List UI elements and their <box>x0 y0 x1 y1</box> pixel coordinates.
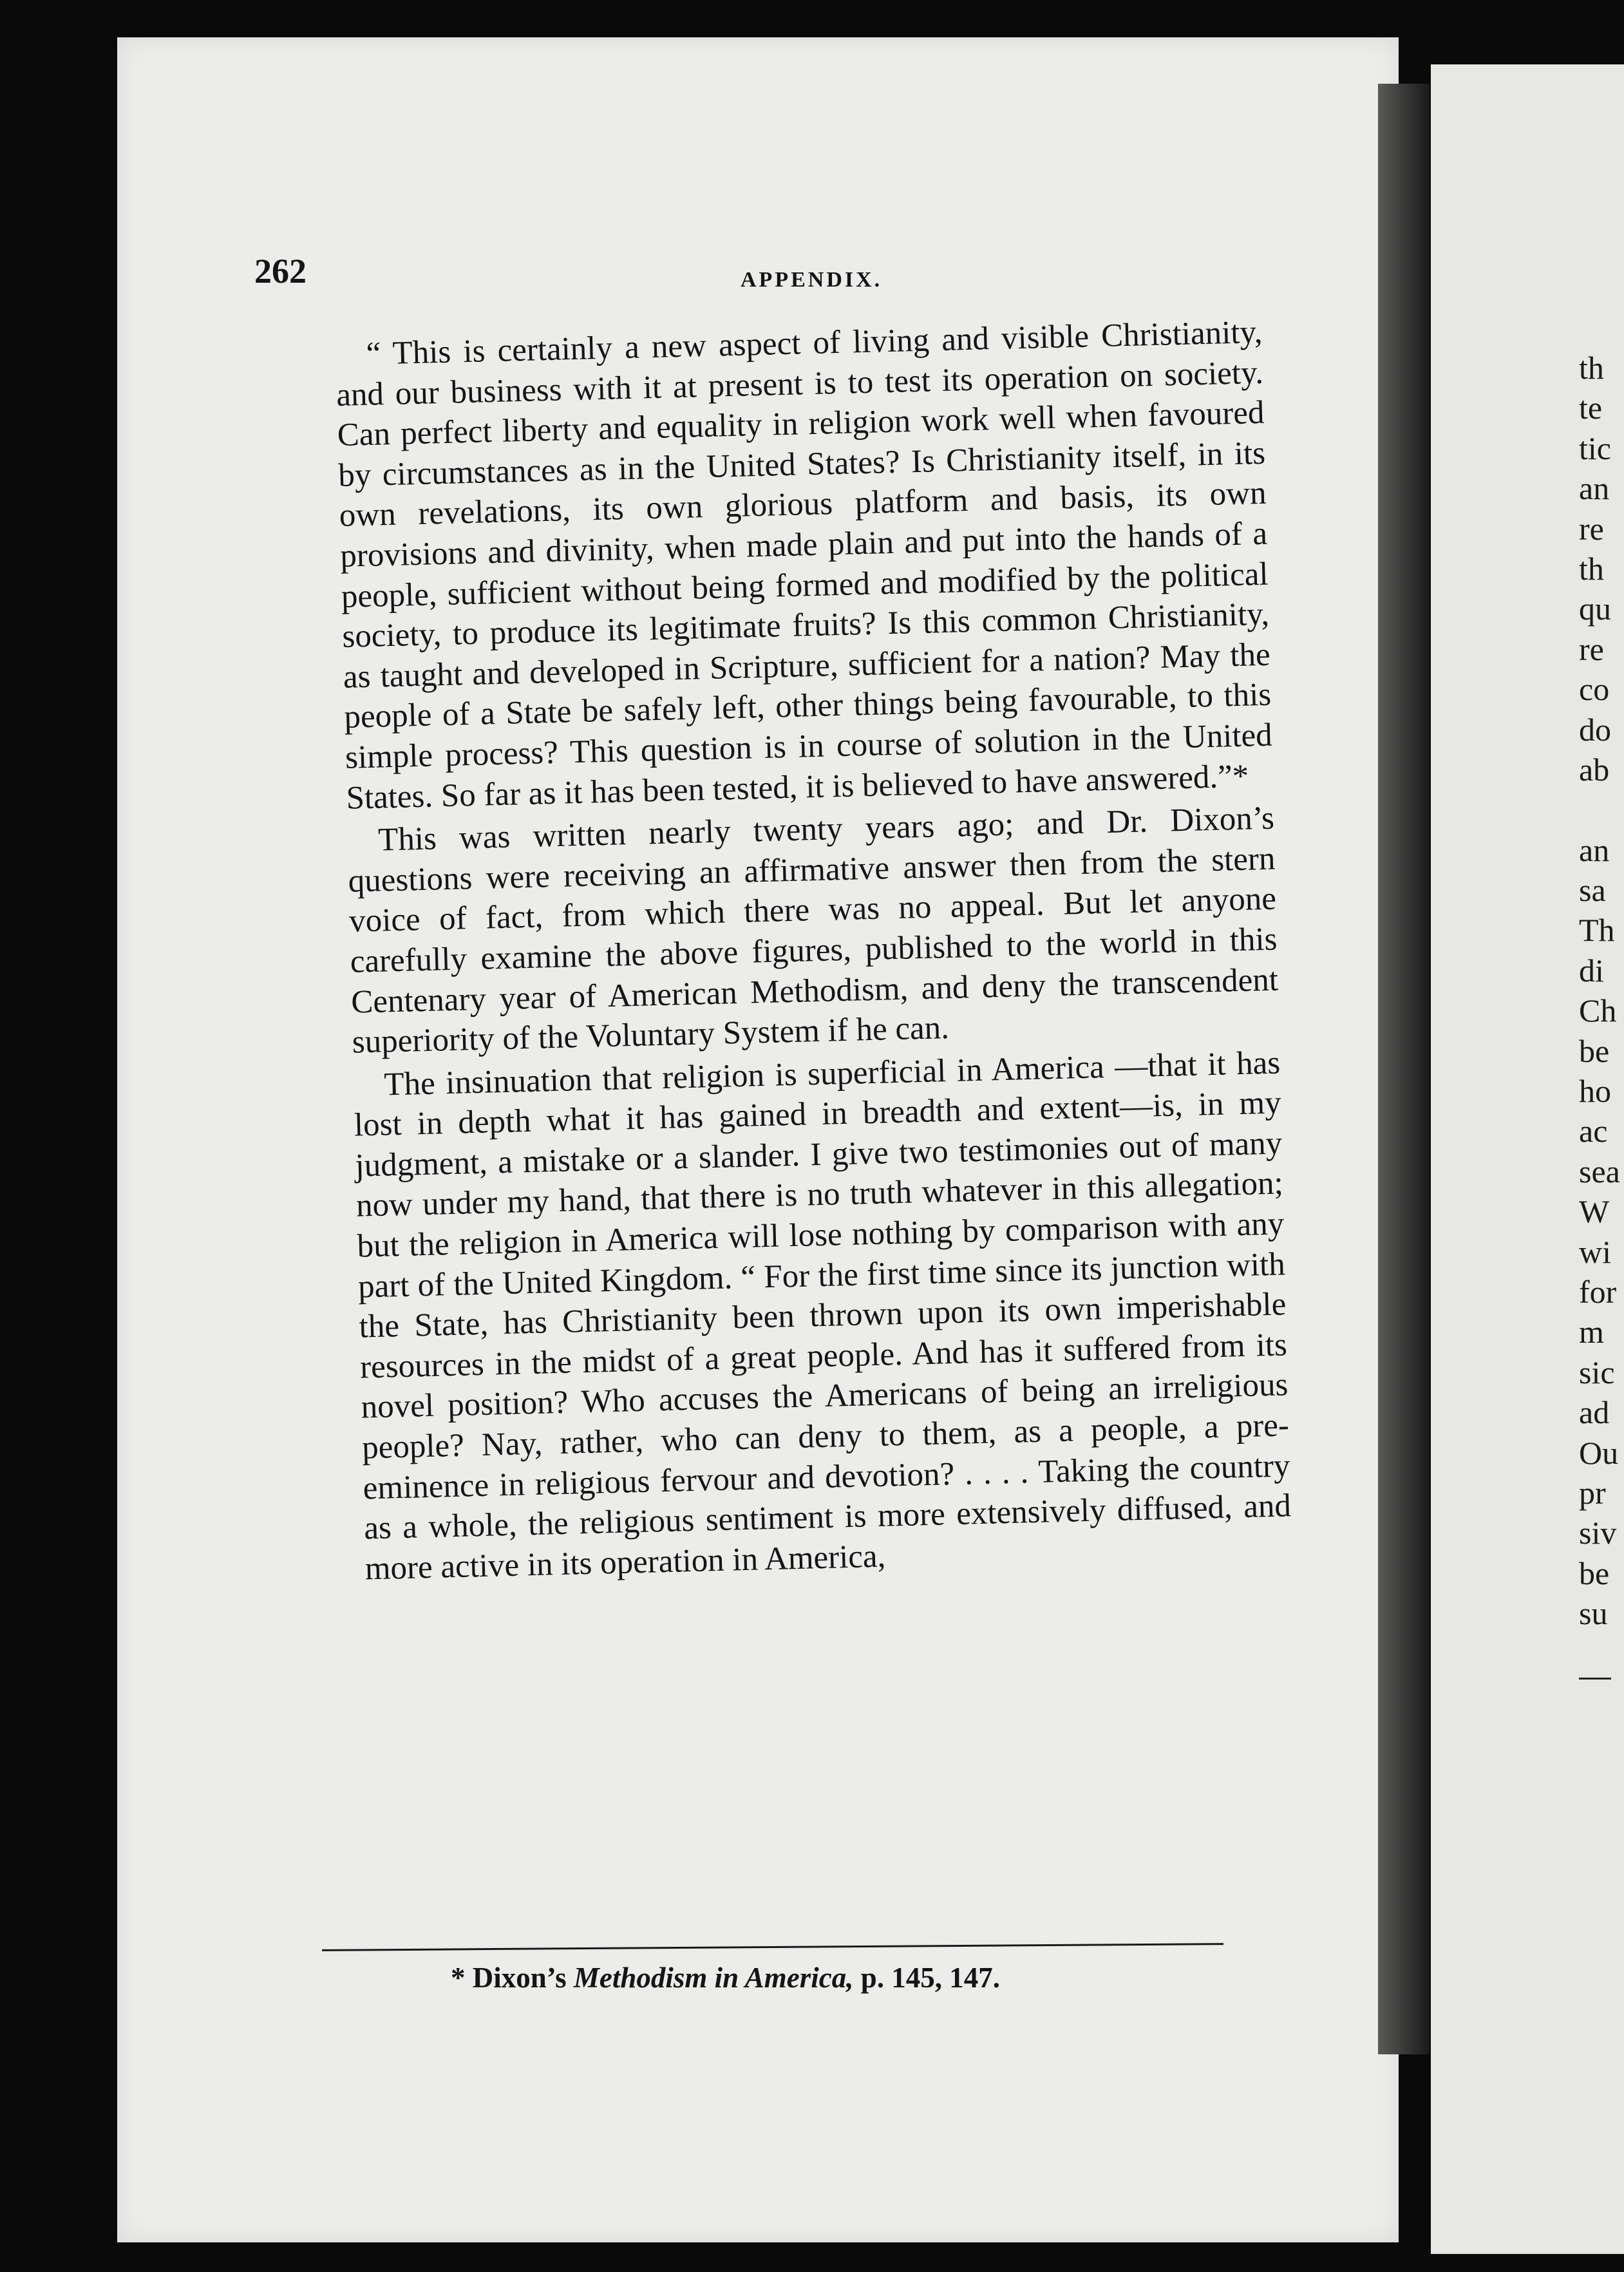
footnote-marker: * Dixon’s <box>451 1962 567 1994</box>
facing-line: sic <box>1579 1354 1615 1390</box>
facing-line: do <box>1579 711 1611 748</box>
facing-line: Ch <box>1579 992 1617 1029</box>
facing-page-rule <box>1579 1678 1611 1680</box>
footnote-book-title: Methodism in America, <box>573 1962 854 1994</box>
facing-line: qu <box>1579 591 1611 627</box>
facing-line: wi <box>1579 1233 1611 1270</box>
running-title: APPENDIX. <box>741 268 883 292</box>
page-number: 262 <box>254 252 307 290</box>
facing-line: th <box>1579 350 1604 386</box>
facing-line: be <box>1579 1032 1610 1069</box>
facing-line: Ou <box>1579 1434 1619 1471</box>
facing-line: re <box>1579 630 1604 667</box>
facing-line: for <box>1579 1273 1617 1310</box>
paragraph-insinuation: The insinuation that religion is superficial in America —that it has lost in depth what it has gained in breadth and extent—is, in my judgment, a mistake or a slander. I give two testimonies out of many now under my hand, that there is no truth whatever in this allegation; but the religion in America will lose nothing by comparison with any part of the United Kingdom. “ For the first time since its junction with the State, has Christianity been thrown upon its own imperishable resources in the midst of a great people. And has it suffered from its novel position? Who accuses the Americans of being an irreligious people? Nay, rather, who can deny to them, as a people, a pre-eminence in religious fervour and devotion? . . . . Taking the country as a whole, the religious sentiment is more extensively diffused, and more active in its operation in America, <box>354 1045 1292 1587</box>
facing-line: tic <box>1579 430 1611 466</box>
facing-line: ac <box>1579 1113 1608 1150</box>
running-head <box>254 251 1259 303</box>
facing-line: co <box>1579 671 1610 708</box>
body-text <box>335 312 1301 1944</box>
facing-line: di <box>1579 952 1604 989</box>
facing-line: ad <box>1579 1394 1610 1431</box>
facing-line: siv <box>1579 1515 1617 1551</box>
facing-line: th <box>1579 550 1604 587</box>
facing-line: an <box>1579 470 1610 507</box>
paragraph-dixon-quote: “ This is certainly a new aspect of living and visible Christianity, and our business with it at present is to test its operation on society. Can perfect liberty and equality in religion work well when favoured by circumstances as in the United States? Is Christianity itself, in its own revelations, its own glorious platform and basis, its own provisions and divinity, when made plain and put into the hands of a people, sufficient without being formed and modified by the political society, to produce its legitimate fruits? Is this common Christianity, as taught and developed in Scripture, sufficient for a nation? May the people of a State be safely left, other things being favourable, to this simple process? This question is in course of solution in the United States. So far as it has been tested, it is believed to have answered.”* <box>335 314 1273 817</box>
facing-line: sea <box>1579 1153 1620 1189</box>
paragraph-twenty-years: This was written nearly twenty years ago; and Dr. Dixon’s questions were receiving an affirmative answer then from the stern voice of fact, from which there was no appeal. But let anyone carefully examine the above figures, published to the world in this Centenary year of American Methodism, and deny the transcendent superiority of the Voluntary System if he can. <box>348 800 1279 1061</box>
facing-line: Th <box>1579 912 1615 949</box>
facing-line <box>1579 790 1611 829</box>
facing-line: m <box>1579 1314 1604 1350</box>
binding-gutter <box>1378 84 1430 2054</box>
facing-line: pr <box>1579 1474 1606 1511</box>
facing-line: su <box>1579 1595 1608 1632</box>
footnote-pages: p. 145, 147. <box>860 1962 1001 1994</box>
facing-line: sa <box>1579 872 1606 909</box>
facing-line: ho <box>1579 1073 1611 1110</box>
facing-line: an <box>1579 831 1610 868</box>
facing-line: re <box>1579 510 1604 547</box>
facing-line: ab <box>1579 751 1610 788</box>
footnote <box>451 1961 1223 1994</box>
facing-line: te <box>1579 390 1603 426</box>
facing-line: W <box>1579 1193 1610 1230</box>
facing-line: be <box>1579 1555 1610 1591</box>
facing-page-text <box>1579 348 1620 1634</box>
